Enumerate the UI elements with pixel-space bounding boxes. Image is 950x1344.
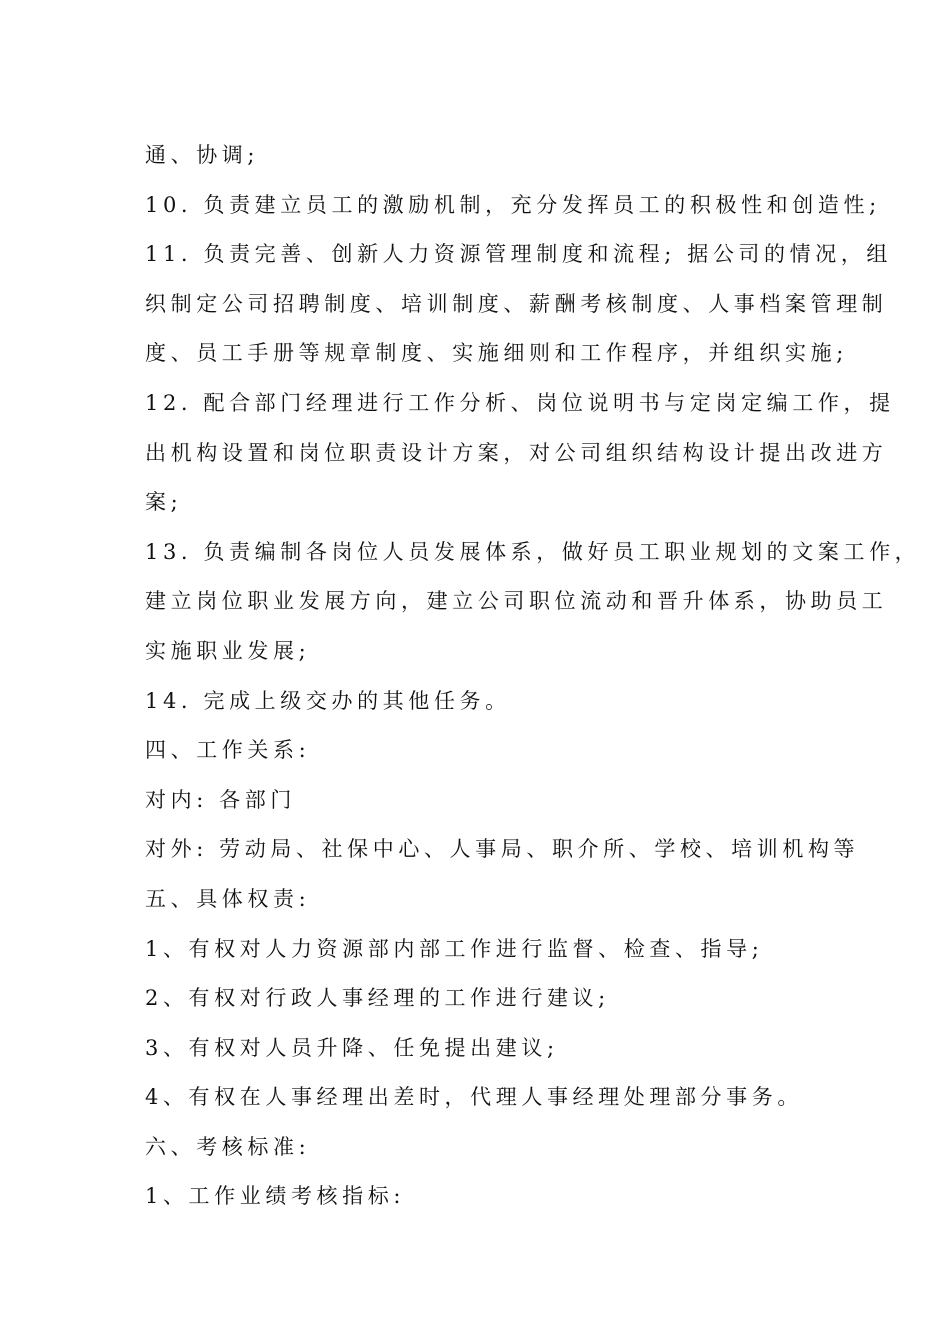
text-line: 12. 配合部门经理进行工作分析、岗位说明书与定岗定编工作，提 bbox=[145, 390, 895, 415]
text-line: 度、员工手册等规章制度、实施细则和工作程序，并组织实施; bbox=[145, 341, 848, 366]
text-line: 织制定公司招聘制度、培训制度、薪酬考核制度、人事档案管理制 bbox=[145, 291, 888, 316]
section-heading: 六、考核标准: bbox=[145, 1134, 311, 1159]
text-line: 案; bbox=[145, 490, 183, 515]
text-line: 对内: 各部门 bbox=[145, 787, 296, 812]
text-line: 2、有权对行政人事经理的工作进行建议; bbox=[145, 986, 610, 1011]
text-line: 3、有权对人员升降、任免提出建议; bbox=[145, 1035, 559, 1060]
text-line: 1、工作业绩考核指标: bbox=[145, 1184, 406, 1209]
document-body bbox=[145, 131, 921, 1222]
text-line: 14. 完成上级交办的其他任务。 bbox=[145, 688, 511, 713]
text-line: 11. 负责完善、创新人力资源管理制度和流程; 据公司的情况，组 bbox=[145, 242, 893, 267]
text-line: 10. 负责建立员工的激励机制，充分发挥员工的积极性和创造性; bbox=[145, 192, 881, 217]
text-line: 13. 负责编制各岗位人员发展体系，做好员工职业规划的文案工作， bbox=[145, 539, 921, 564]
text-line: 1、有权对人力资源部内部工作进行监督、检查、指导; bbox=[145, 936, 764, 961]
text-line: 通、协调; bbox=[145, 143, 260, 167]
text-line: 4、有权在人事经理出差时，代理人事经理处理部分事务。 bbox=[145, 1085, 803, 1110]
text-line: 建立岗位职业发展方向，建立公司职位流动和晋升体系，协助员工 bbox=[145, 589, 888, 614]
section-heading: 四、工作关系: bbox=[145, 738, 311, 763]
section-heading: 五、具体权责: bbox=[145, 886, 311, 911]
text-line: 出机构设置和岗位职责设计方案，对公司组织结构设计提出改进方 bbox=[145, 440, 888, 465]
text-line: 实施职业发展; bbox=[145, 638, 311, 663]
text-line: 对外: 劳动局、社保中心、人事局、职介所、学校、培训机构等 bbox=[145, 837, 860, 862]
